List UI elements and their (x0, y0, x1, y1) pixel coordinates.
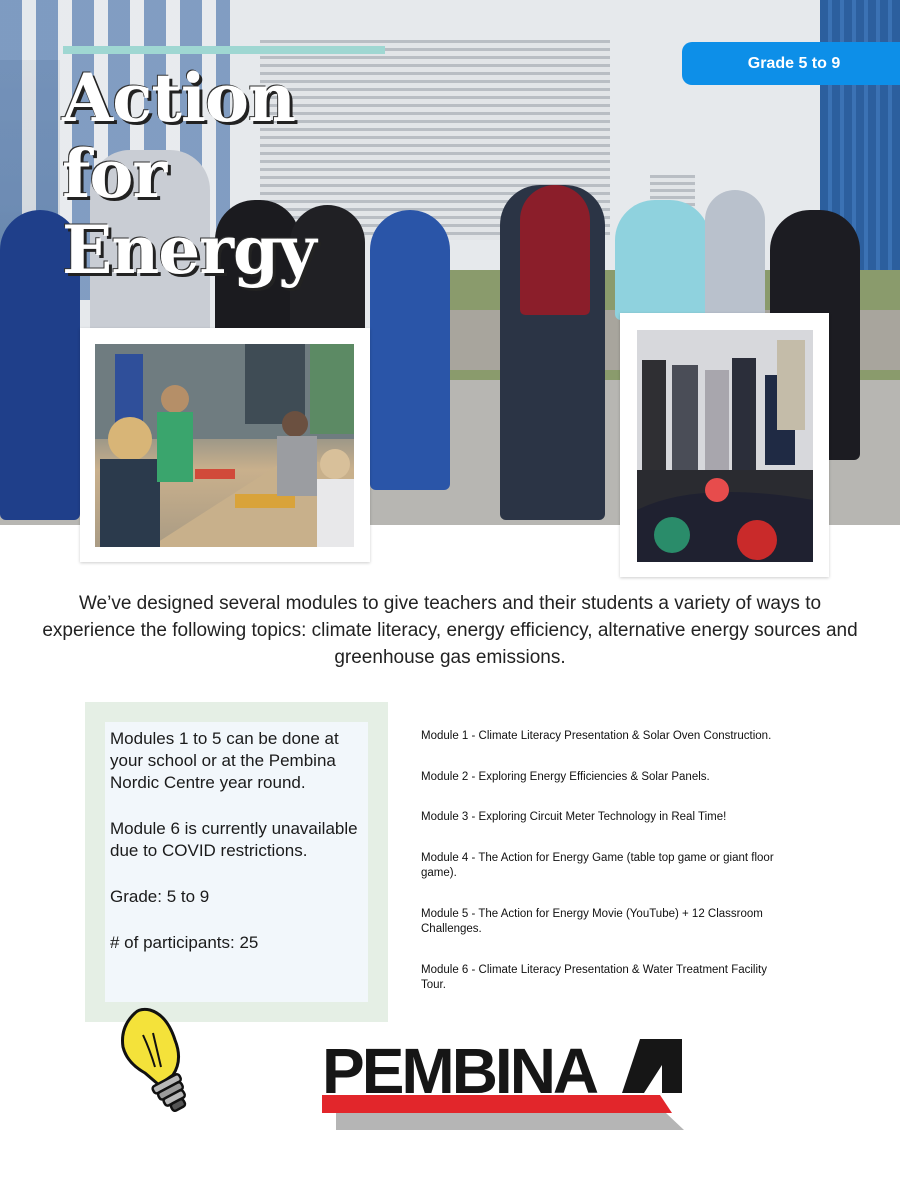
module-item-2: Module 2 - Exploring Energy Efficiencies & Solar Panels. (421, 771, 710, 783)
module-item-4: Module 4 - The Action for Energy Game (table top game or giant floor game). (421, 852, 774, 879)
logo-wordmark: PEMBINA (322, 1035, 597, 1107)
light-bulb-icon (115, 1005, 200, 1115)
game-photo-frame (620, 313, 829, 577)
pembina-logo (322, 1035, 684, 1130)
page-title (62, 60, 392, 288)
intro-paragraph: We’ve designed several modules to give teachers and their students a variety of ways to experience the following topics: climate literacy, energy efficiency, alternative energy sources and greenhouse gas emissions. (42, 593, 858, 668)
student-figure (615, 200, 710, 320)
module-item-3: Module 3 - Exploring Circuit Meter Technology in Real Time! (421, 811, 727, 823)
classroom-scene-illustration (95, 344, 354, 547)
grade-badge: Grade 5 to 9 (682, 42, 900, 85)
student-figure (705, 190, 765, 320)
title-accent-bar (63, 46, 385, 54)
title-line-2: Energy (62, 211, 316, 289)
info-box-text (110, 728, 368, 978)
grade-text: Grade: 5 to 9 (110, 887, 210, 906)
classroom-photo-frame (80, 328, 370, 562)
module-item-1: Module 1 - Climate Literacy Presentation & Solar Oven Construction. (421, 730, 772, 742)
classroom-photo (95, 344, 354, 547)
availability-text: Modules 1 to 5 can be done at your school or at the Pembina Nordic Centre year round. (110, 729, 339, 792)
module-item-6: Module 6 - Climate Literacy Presentation & Water Treatment Facility Tour. (421, 964, 767, 991)
covid-note: Module 6 is currently unavailable due to COVID restrictions. (110, 819, 358, 860)
floor-game-scene-illustration (637, 330, 813, 562)
student-figure (520, 185, 590, 315)
participants-text: # of participants: 25 (110, 933, 259, 952)
game-photo (637, 330, 813, 562)
title-line-1: Action for (62, 59, 295, 213)
module-item-5: Module 5 - The Action for Energy Movie (YouTube) + 12 Classroom Challenges. (421, 908, 763, 935)
